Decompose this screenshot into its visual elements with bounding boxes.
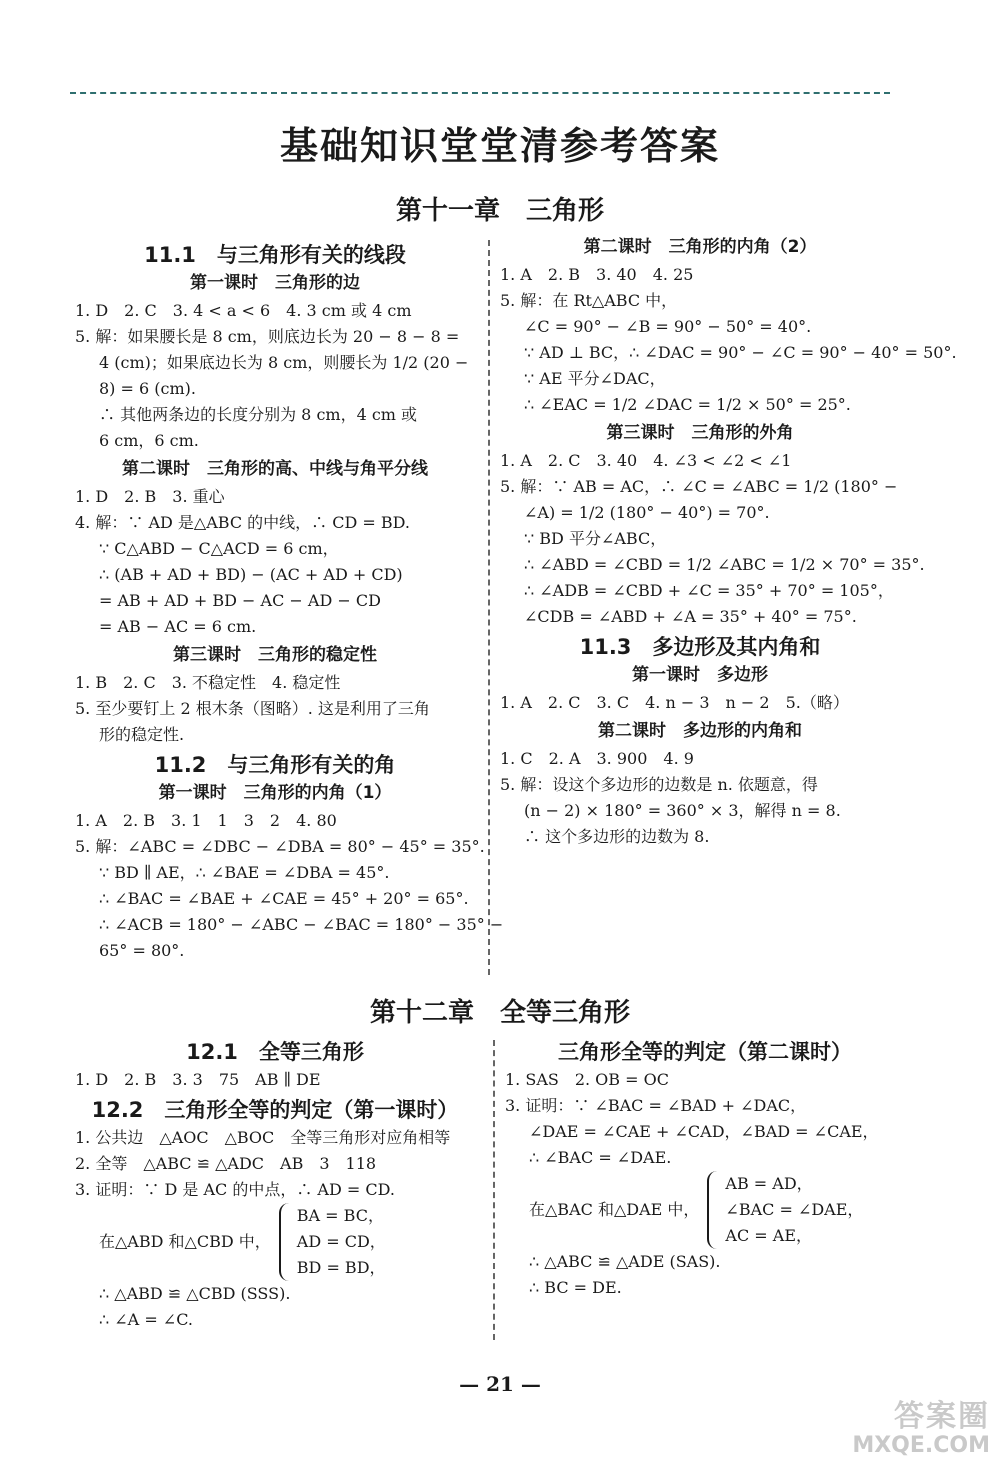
equation-line: AB = AD， [725, 1174, 813, 1193]
answer-line: ∵ AE 平分∠DAC， [524, 369, 666, 388]
column-divider [488, 240, 490, 975]
equation-line: BD = BD， [296, 1258, 386, 1277]
answer-line: 1. D 2. B 3. 重心 [75, 487, 225, 506]
watermark-text: 答案圈 [894, 1399, 990, 1434]
answer-line: ∴ (AB + AD + BD) − (AC + AD + CD) [99, 565, 403, 584]
section-heading: 11.2 与三角形有关的角 [154, 753, 396, 777]
system-prefix: 在△BAC 和△DAE 中， [529, 1200, 700, 1219]
answer-line: 5. 至少要钉上 2 根木条（图略）. 这是利用了三角 [75, 699, 430, 718]
answer-line: 1. B 2. C 3. 不稳定性 4. 稳定性 [75, 673, 341, 692]
equation-line: BA = BC， [296, 1206, 384, 1225]
answer-line: = AB + AD + BD − AC − AD − CD [99, 591, 381, 610]
answer-line: ∠C = 90° − ∠B = 90° − 50° = 40°. [524, 317, 812, 336]
answer-line: 1. A 2. C 3. 40 4. ∠3 < ∠2 < ∠1 [500, 451, 792, 470]
answer-line: 4. 解：∵ AD 是△ABC 的中线，∴ CD = BD. [75, 513, 410, 532]
answer-line: 1. A 2. B 3. 40 4. 25 [500, 265, 694, 284]
answer-line: 1. C 2. A 3. 900 4. 9 [500, 749, 694, 768]
answer-line: ∵ BD ∥ AE，∴ ∠BAE = ∠DBA = 45°. [99, 863, 390, 882]
answer-line: ∴ ∠A = ∠C. [99, 1310, 193, 1329]
section-heading: 11.1 与三角形有关的线段 [144, 243, 406, 267]
answer-line: 5. 解：∵ AB = AC，∴ ∠C = ∠ABC = 1/2 (180° − [500, 477, 898, 496]
answer-line: 形的稳定性. [99, 725, 185, 744]
answer-line: 65° = 80°. [99, 941, 185, 960]
answer-line: ∴ 其他两条边的长度分别为 8 cm，4 cm 或 [99, 405, 418, 424]
section-heading: 三角形全等的判定（第二课时） [558, 1040, 852, 1064]
watermark-url: MXQE.COM [852, 1433, 990, 1458]
page-number: — 21 — [459, 1372, 541, 1396]
left-brace [707, 1171, 719, 1249]
equation-line: AD = CD， [296, 1232, 386, 1251]
answer-line: = AB − AC = 6 cm. [99, 617, 257, 636]
lesson-heading: 第二课时 三角形的内角（2） [583, 237, 817, 257]
answer-line: 6 cm，6 cm. [99, 431, 199, 450]
lesson-heading: 第一课时 三角形的边 [190, 273, 360, 293]
chapter-12-title: 第十二章 全等三角形 [369, 998, 630, 1028]
answer-line: ∴ ∠BAC = ∠BAE + ∠CAE = 45° + 20° = 65°. [99, 889, 469, 908]
top-dashed-rule [70, 92, 890, 94]
answer-line: 2. 全等 △ABC ≌ △ADC AB 3 118 [75, 1154, 377, 1173]
answer-line: ∴ 这个多边形的边数为 8. [524, 827, 710, 846]
answer-line: ∠DAE = ∠CAE + ∠CAD，∠BAD = ∠CAE， [529, 1122, 879, 1141]
answer-line: 4 (cm)；如果底边长为 8 cm，则腰长为 1/2 (20 − [99, 353, 469, 372]
answer-line: ∠CDB = ∠ABD + ∠A = 35° + 40° = 75°. [524, 607, 857, 626]
lesson-heading: 第二课时 三角形的高、中线与角平分线 [122, 459, 428, 479]
section-heading: 11.3 多边形及其内角和 [579, 635, 821, 659]
system-of-equations [75, 1203, 475, 1281]
answer-line: ∴ ∠ABD = ∠CBD = 1/2 ∠ABC = 1/2 × 70° = 35°. [524, 555, 925, 574]
chapter-12-right-column [505, 1035, 905, 1301]
answer-line: (n − 2) × 180° = 360° × 3，解得 n = 8. [524, 801, 841, 820]
chapter-11-title: 第十一章 三角形 [395, 196, 604, 226]
chapter-12-left-column [75, 1035, 475, 1333]
answer-line: ∴ ∠ACB = 180° − ∠ABC − ∠BAC = 180° − 35° − [99, 915, 504, 934]
answer-line: ∴ △ABD ≌ △CBD (SSS). [99, 1284, 291, 1303]
system-of-equations [505, 1171, 905, 1249]
answer-line: 1. A 2. B 3. 1 1 3 2 4. 80 [75, 811, 337, 830]
answer-line: 5. 解：在 Rt△ABC 中， [500, 291, 678, 310]
chapter-11-left-column [75, 238, 504, 964]
lesson-heading: 第一课时 多边形 [632, 665, 768, 685]
answer-line: ∵ BD 平分∠ABC， [524, 529, 667, 548]
answer-line: ∵ AD ⊥ BC，∴ ∠DAC = 90° − ∠C = 90° − 40° = 50°. [524, 343, 957, 362]
answer-line: 5. 解：设这个多边形的边数是 n. 依题意，得 [500, 775, 818, 794]
answer-line: 3. 证明：∵ D 是 AC 的中点，∴ AD = CD. [75, 1180, 395, 1199]
system-prefix: 在△ABD 和△CBD 中， [99, 1232, 271, 1251]
equation-line: ∠BAC = ∠DAE， [725, 1200, 864, 1219]
answer-line: 1. 公共边 △AOC △BOC 全等三角形对应角相等 [75, 1128, 451, 1147]
section-heading: 12.1 全等三角形 [186, 1040, 364, 1064]
section-heading: 12.2 三角形全等的判定（第一课时） [91, 1098, 459, 1122]
chapter-11-right-column [500, 232, 957, 850]
answer-line: 5. 解：如果腰长是 8 cm，则底边长为 20 − 8 − 8 = [75, 327, 460, 346]
answer-line: ∴ BC = DE. [529, 1278, 622, 1297]
answer-line: 5. 解：∠ABC = ∠DBC − ∠DBA = 80° − 45° = 35°. [75, 837, 485, 856]
answer-line: ∴ ∠ADB = ∠CBD + ∠C = 35° + 70° = 105°， [524, 581, 894, 600]
lesson-heading: 第三课时 三角形的稳定性 [173, 645, 377, 665]
answer-line: ∴ △ABC ≌ △ADE (SAS). [529, 1252, 721, 1271]
answer-line: 3. 证明：∵ ∠BAC = ∠BAD + ∠DAC， [505, 1096, 807, 1115]
lesson-heading: 第一课时 三角形的内角（1） [158, 783, 392, 803]
page-title: 基础知识堂堂清参考答案 [279, 124, 720, 168]
column-divider-2 [493, 1040, 495, 1340]
left-brace [279, 1203, 291, 1281]
answer-line: ∴ ∠EAC = 1/2 ∠DAC = 1/2 × 50° = 25°. [524, 395, 851, 414]
answer-line: ∠A) = 1/2 (180° − 40°) = 70°. [524, 503, 770, 522]
lesson-heading: 第三课时 三角形的外角 [606, 423, 794, 443]
answer-line: 1. SAS 2. OB = OC [505, 1070, 669, 1089]
answer-line: 1. A 2. C 3. C 4. n − 3 n − 2 5.（略） [500, 693, 849, 712]
watermark-logo [800, 1400, 990, 1458]
lesson-heading: 第二课时 多边形的内角和 [598, 721, 802, 741]
answer-line: ∵ C△ABD − C△ACD = 6 cm， [99, 539, 339, 558]
answer-line: 1. D 2. B 3. 3 75 AB ∥ DE [75, 1070, 321, 1089]
answer-line: ∴ ∠BAC = ∠DAE. [529, 1148, 672, 1167]
answer-line: 8) = 6 (cm). [99, 379, 196, 398]
answer-line: 1. D 2. C 3. 4 < a < 6 4. 3 cm 或 4 cm [75, 301, 412, 320]
equation-line: AC = AE， [725, 1226, 813, 1245]
